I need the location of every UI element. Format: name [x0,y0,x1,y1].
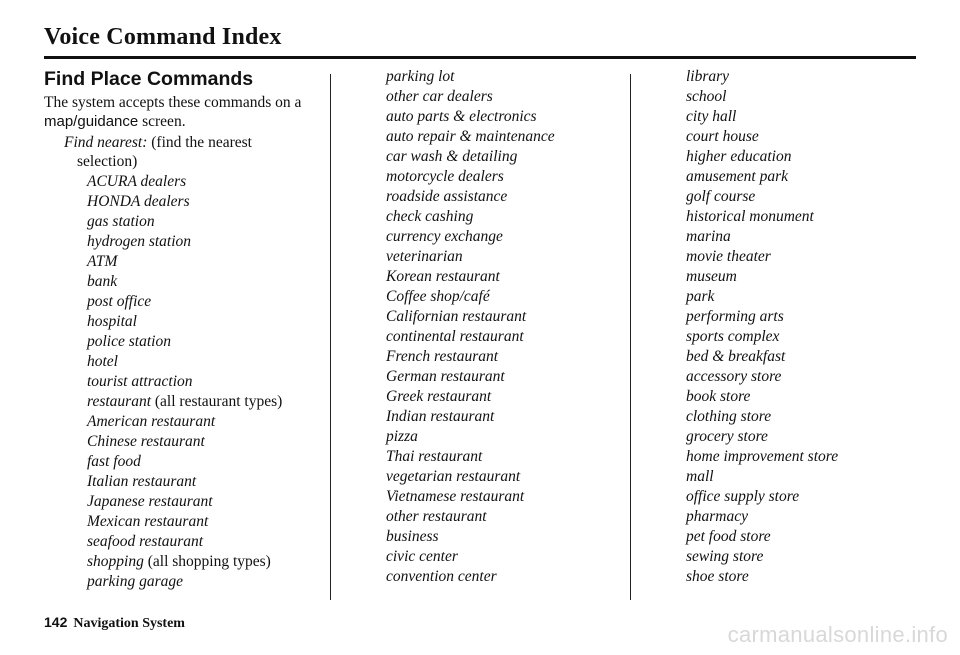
command-text: veterinarian [386,248,463,265]
command-text: restaurant [87,393,152,410]
command-text: German restaurant [386,368,505,385]
command-text: car wash & detailing [386,148,518,165]
command-item [386,507,555,527]
find-nearest-label: Find nearest: [64,134,148,151]
command-text: bed & breakfast [686,348,786,365]
command-item [686,507,838,527]
command-text: continental restaurant [386,328,524,345]
command-item [87,492,324,512]
command-item [686,347,838,367]
command-text: court house [686,128,759,145]
command-item [386,427,555,447]
command-text: check cashing [386,208,474,225]
command-item [386,87,555,107]
find-nearest-desc-2: selection) [77,153,138,170]
command-item [386,347,555,367]
command-item [686,147,838,167]
command-item [686,307,838,327]
command-text: seafood restaurant [87,533,204,550]
command-text: Thai restaurant [386,448,483,465]
command-text: motorcycle dealers [386,168,504,185]
command-item [386,487,555,507]
command-item [386,187,555,207]
command-item [686,487,838,507]
command-text: hydrogen station [87,233,192,250]
command-text: pizza [386,428,418,445]
command-item [87,272,324,292]
command-item [87,532,324,552]
command-text: HONDA dealers [87,193,190,210]
command-item [386,327,555,347]
command-text: Mexican restaurant [87,513,209,530]
command-text: Korean restaurant [386,268,500,285]
command-text: grocery store [686,428,768,445]
command-text: tourist attraction [87,373,193,390]
command-text: currency exchange [386,228,503,245]
command-item [686,447,838,467]
command-text: library [686,68,730,85]
command-text: other car dealers [386,88,493,105]
command-item [386,387,555,407]
command-text: auto parts & electronics [386,108,537,125]
command-item [386,467,555,487]
command-text: accessory store [686,368,782,385]
command-item [386,147,555,167]
command-item [686,207,838,227]
command-item [386,107,555,127]
command-text: office supply store [686,488,800,505]
command-text: fast food [87,453,141,470]
command-text: auto repair & maintenance [386,128,555,145]
command-item [87,452,324,472]
command-text: hospital [87,313,137,330]
command-text: performing arts [686,308,784,325]
command-text: clothing store [686,408,772,425]
command-item [87,312,324,332]
intro-text [44,93,324,131]
command-item [386,367,555,387]
command-text: parking garage [87,573,184,590]
command-text: vegetarian restaurant [386,468,521,485]
command-text: Coffee shop/café [386,288,490,305]
command-text: sewing store [686,548,764,565]
command-text: police station [87,333,171,350]
intro-term: map/guidance [44,113,139,130]
command-text: parking lot [386,68,455,85]
command-item [87,212,324,232]
command-item [686,287,838,307]
command-list-1 [87,172,324,592]
command-text: marina [686,228,731,245]
command-text: civic center [386,548,458,565]
command-item [87,352,324,372]
command-text: Vietnamese restaurant [386,488,525,505]
command-item [686,67,838,87]
command-item [386,287,555,307]
command-text: bank [87,273,118,290]
command-text: Japanese restaurant [87,493,213,510]
command-item [386,227,555,247]
column-divider-2 [630,74,631,600]
command-item [386,167,555,187]
command-text: school [686,88,727,105]
command-item [87,412,324,432]
command-note: (all shopping types) [143,553,271,570]
command-text: roadside assistance [386,188,508,205]
command-text: amusement park [686,168,789,185]
command-text: other restaurant [386,508,487,525]
command-item [87,512,324,532]
command-item [686,467,838,487]
command-text: park [686,288,715,305]
watermark: carmanualsonline.info [727,622,948,647]
command-item [686,387,838,407]
command-text: city hall [686,108,737,125]
command-text: ACURA dealers [87,173,187,190]
page-number: 142 [44,614,68,630]
command-item [686,187,838,207]
command-item [686,547,838,567]
command-text: French restaurant [386,348,499,365]
command-text: shopping [87,553,144,570]
command-text: business [386,528,439,545]
command-text: movie theater [686,248,771,265]
command-text: Californian restaurant [386,308,527,325]
command-text: home improvement store [686,448,839,465]
command-text: book store [686,388,751,405]
command-text: Chinese restaurant [87,433,205,450]
command-text: post office [87,293,152,310]
command-item [386,567,555,587]
command-item [686,567,838,587]
command-item [386,207,555,227]
command-text: golf course [686,188,756,205]
command-item [686,167,838,187]
command-text: Italian restaurant [87,473,197,490]
command-item [686,267,838,287]
command-item [686,407,838,427]
find-nearest-line [64,133,324,171]
command-item [386,127,555,147]
command-item [87,252,324,272]
command-text: museum [686,268,737,285]
command-item [686,87,838,107]
page-footer [44,614,185,632]
command-item [87,392,324,412]
command-text: higher education [686,148,792,165]
command-item [686,367,838,387]
page-title: Voice Command Index [44,24,282,50]
command-text: sports complex [686,328,780,345]
command-text: Greek restaurant [386,388,492,405]
command-text: American restaurant [87,413,216,430]
command-item [87,552,324,572]
command-item [87,292,324,312]
intro-pre: The system accepts these commands on a [44,94,302,111]
command-item [87,172,324,192]
command-text: hotel [87,353,118,370]
title-divider [44,56,916,59]
command-text: shoe store [686,568,749,585]
command-item [87,472,324,492]
command-item [386,307,555,327]
column-1 [44,66,324,592]
command-item [386,527,555,547]
command-item [87,332,324,352]
find-nearest-desc: (find the nearest [147,134,252,151]
command-item [386,407,555,427]
command-item [686,227,838,247]
command-item [87,232,324,252]
column-3 [686,67,838,587]
command-item [87,572,324,592]
command-text: mall [686,468,714,485]
command-item [386,267,555,287]
command-item [386,247,555,267]
command-item [87,372,324,392]
command-item [87,192,324,212]
command-item [386,67,555,87]
command-text: pet food store [686,528,771,545]
command-item [686,527,838,547]
section-heading: Find Place Commands [44,68,254,90]
command-item [686,107,838,127]
command-item [386,447,555,467]
command-item [686,427,838,447]
command-item [686,247,838,267]
command-text: Indian restaurant [386,408,495,425]
command-list-3 [686,67,838,587]
command-text: ATM [87,253,118,270]
command-text: gas station [87,213,155,230]
column-divider-1 [330,74,331,600]
command-text: historical monument [686,208,814,225]
command-text: convention center [386,568,497,585]
footer-label: Navigation System [73,616,185,631]
column-2 [386,67,555,587]
command-list-2 [386,67,555,587]
intro-post: screen. [138,113,186,130]
command-note: (all restaurant types) [151,393,283,410]
command-item [87,432,324,452]
command-item [686,127,838,147]
command-item [686,327,838,347]
command-text: pharmacy [686,508,748,525]
command-item [386,547,555,567]
